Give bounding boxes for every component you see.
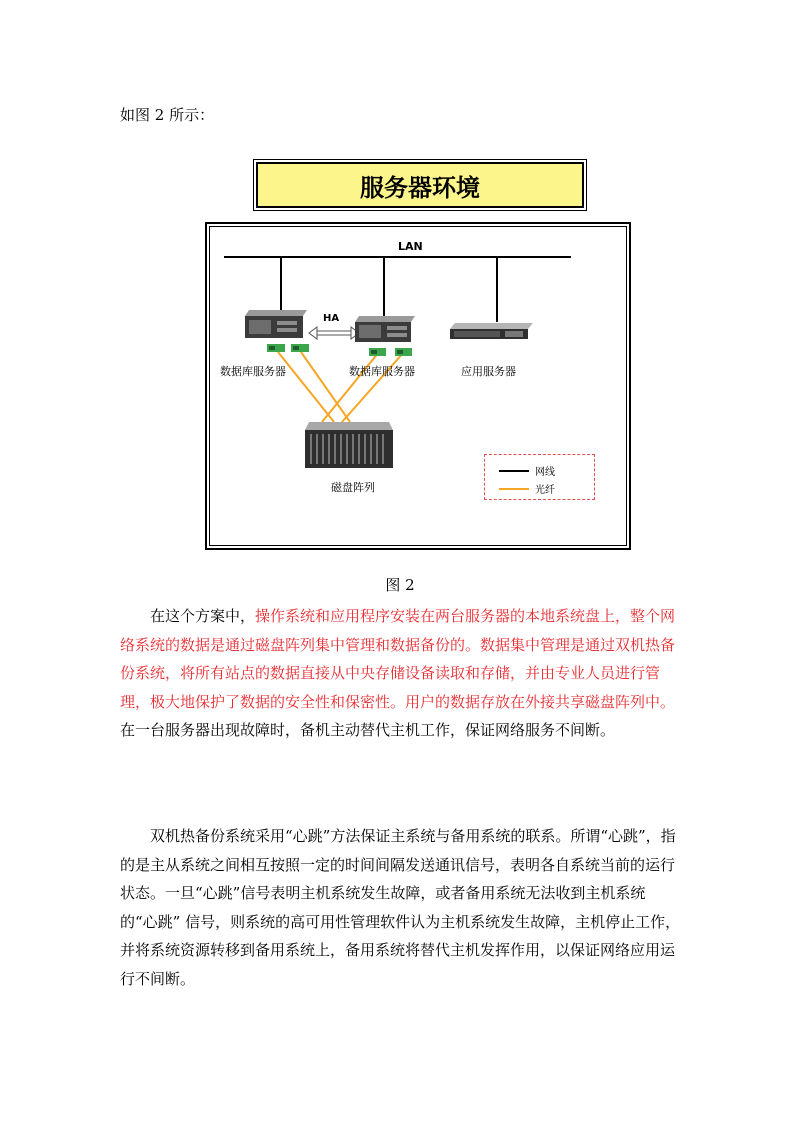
paragraph-1: [120, 602, 682, 745]
db-server-1-label: 数据库服务器: [220, 365, 286, 378]
figure-title-banner: [256, 162, 584, 208]
figure-caption: 图 2: [385, 576, 415, 594]
ha-arrow: [309, 327, 359, 339]
db-server-2-label: 数据库服务器: [349, 365, 415, 378]
figure-title: 服务器环境: [360, 173, 480, 202]
intro-text: 如图 2 所示：: [120, 106, 215, 124]
disk-array-icon: [305, 422, 393, 468]
paragraph-1-tail: 在一台服务器出现故障时，备机主动替代主机工作，保证网络服务不间断。: [120, 721, 616, 740]
paragraph-2: [120, 822, 682, 994]
legend-item-network: [499, 463, 555, 478]
paragraph-1-lead: 在这个方案中，: [150, 607, 256, 625]
db-server-2-icon: [355, 316, 415, 356]
legend: [484, 454, 595, 500]
paragraph-1-highlight: 操作系统和应用程序安装在两台服务器的本地系统盘上，整个网络系统的数据是通过磁盘阵列集中管理和数据备份的。数据集中管理是通过双机热备份系统，将所有站点的数据直接从中央存储设备读取和存储，并由专业人员进行管理，极大地保护了数据的安全性和保密性。用户的数据存放在外接共享磁盘阵列中。: [120, 607, 676, 711]
ha-label: HA: [323, 313, 340, 324]
paragraph-2-text: 双机热备份系统采用“心跳”方法保证主系统与备用系统的联系。所谓“心跳”，指的是主从系统之间相互按照一定的时间间隔发送通讯信号，表明各自系统当前的运行状态。一旦“心跳”信号表明主机系统发生故障，或者备用系统无法收到主机系统的“心跳” 信号，则系统的高可用性管理软件认为主机系统发生故障，主机停止工作，并将系统资源转移到备用系统上，备用系统将替代主机发挥作用，以保证网络应用运行不间断。: [120, 827, 681, 988]
legend-swatch-network: [499, 470, 529, 472]
network-diagram: [205, 222, 631, 550]
legend-label-fiber: 光纤: [535, 485, 555, 496]
app-server-label: 应用服务器: [461, 365, 516, 378]
legend-swatch-fiber: [499, 488, 529, 490]
legend-item-fiber: [499, 481, 555, 496]
db-server-1-icon: [245, 310, 309, 352]
app-server-icon: [450, 323, 533, 339]
disk-array-label: 磁盘阵列: [331, 481, 375, 494]
legend-label-network: 网线: [535, 467, 555, 478]
lan-label: LAN: [398, 240, 423, 253]
